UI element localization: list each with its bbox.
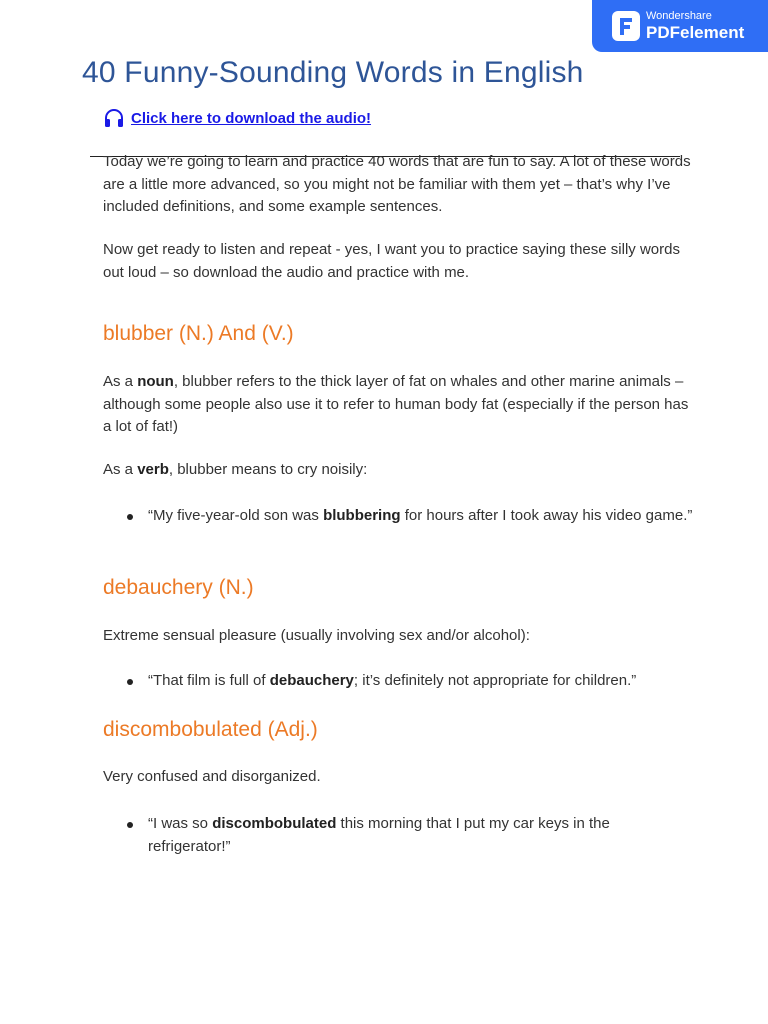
watermark-product: PDFelement [646, 23, 745, 42]
blubber-noun-paragraph: As a noun, blubber refers to the thick layer of fat on whales and other marine animals – although some people also use it to refer to human body fat (especially if the person has a lot of fat!) [103, 373, 689, 435]
pdfelement-logo-icon [612, 11, 640, 41]
debauchery-definition: Extreme sensual pleasure (usually involving sex and/or alcohol): [103, 627, 530, 644]
download-audio-link-text[interactable]: Click here to download the audio! [131, 109, 372, 127]
headphones-icon [103, 108, 125, 128]
pdfelement-watermark [592, 0, 768, 52]
bullet-dot [103, 670, 148, 693]
heading-blubber: blubber (N.) And (V.) [103, 322, 294, 345]
download-audio-link[interactable] [103, 108, 371, 128]
page-title: 40 Funny-Sounding Words in English [82, 56, 584, 89]
bullet-dot [103, 813, 148, 858]
blubber-example-bullet: “My five-year-old son was blubbering for hours after I took away his video game.” [103, 505, 693, 528]
bullet-dot [103, 505, 148, 528]
watermark-brand: Wondershare [646, 10, 712, 22]
intro-paragraph-1: Today we’re going to learn and practice 40 words that are fun to say. A lot of these words are a little more advanced, so you might not be familiar with them yet – that’s why I’ve included definitions, and some example sentences. [103, 153, 691, 215]
blubber-verb-paragraph: As a verb, blubber means to cry noisily: [103, 461, 368, 478]
debauchery-example-bullet: “That film is full of debauchery; it’s definitely not appropriate for children.” [103, 670, 693, 693]
heading-debauchery: debauchery (N.) [103, 576, 254, 599]
discombobulated-example-bullet: “I was so discombobulated this morning that I put my car keys in the refrigerator!” [103, 813, 693, 858]
heading-discombobulated: discombobulated (Adj.) [103, 718, 318, 741]
intro-paragraph-2: Now get ready to listen and repeat - yes, I want you to practice saying these silly words out loud – so download the audio and practice with me. [103, 241, 680, 281]
discombobulated-definition: Very confused and disorganized. [103, 768, 321, 785]
